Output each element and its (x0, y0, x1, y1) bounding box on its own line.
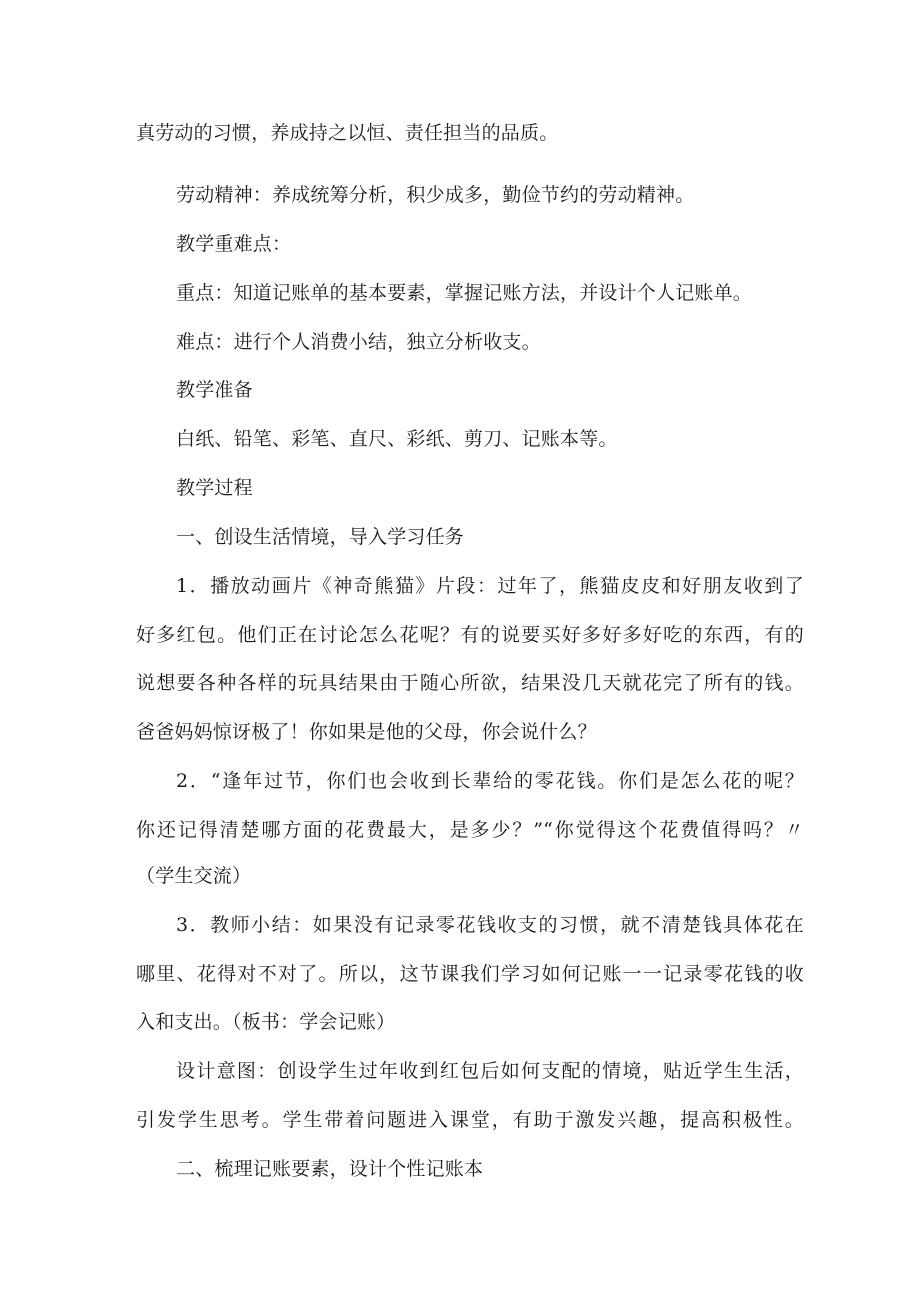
section-heading-key-points: 教学重难点： (176, 233, 292, 255)
section-heading-process: 教学过程 (176, 477, 253, 499)
text-line-3: 重点：知道记账单的基本要素，掌握记账方法，并设计个人记账单。 (176, 282, 753, 304)
text-line-12: （学生交流） (136, 865, 252, 887)
text-line-13: 3．教师小结：如果没有记录零花钱收支的习惯，就不清楚钱具体花在 (176, 914, 804, 936)
text-line-16: 设计意图：创设学生过年收到红包后如何支配的情境，贴近学生生活， (176, 1060, 804, 1082)
section-heading-two: 二、梳理记账要素，设计个性记账本 (176, 1158, 484, 1180)
section-heading-preparation: 教学准备 (176, 379, 253, 401)
text-line-8: 说想要各种各样的玩具结果由于随心所欲，结果没几天就花完了所有的钱。 (136, 672, 804, 694)
text-line-17: 引发学生思考。学生带着问题进入课堂，有助于激发兴趣，提高积极性。 (136, 1109, 804, 1131)
section-heading-one: 一、创设生活情境，导入学习任务 (176, 526, 465, 548)
text-line-11: 你还记得清楚哪方面的花费最大，是多少？”“你觉得这个花费值得吗？〃 (136, 819, 804, 841)
text-line-7: 好多红包。他们正在讨论怎么花呢？有的说要买好多好多好吃的东西，有的 (136, 624, 804, 646)
text-line-9: 爸爸妈妈惊讶极了！你如果是他的父母，你会说什么？ (136, 721, 597, 743)
text-line-10: 2．“逢年过节，你们也会收到长辈给的零花钱。你们是怎么花的呢？ (176, 770, 804, 792)
text-line-6: 1．播放动画片《神奇熊猫》片段：过年了，熊猫皮皮和好朋友收到了 (176, 575, 804, 597)
text-line-14: 哪里、花得对不对了。所以，这节课我们学习如何记账一一记录零花钱的收 (136, 963, 804, 985)
text-line-5: 白纸、铅笔、彩笔、直尺、彩纸、剪刀、记账本等。 (176, 428, 618, 450)
text-line-15: 入和支出。（板书：学会记账） (136, 1011, 396, 1033)
text-line-4: 难点：进行个人消费小结，独立分析收支。 (176, 331, 541, 353)
text-line-1: 真劳动的习惯，养成持之以恒、责任担当的品质。 (136, 122, 559, 144)
text-line-2: 劳动精神：养成统筹分析，积少成多，勤俭节约的劳动精神。 (176, 184, 695, 206)
